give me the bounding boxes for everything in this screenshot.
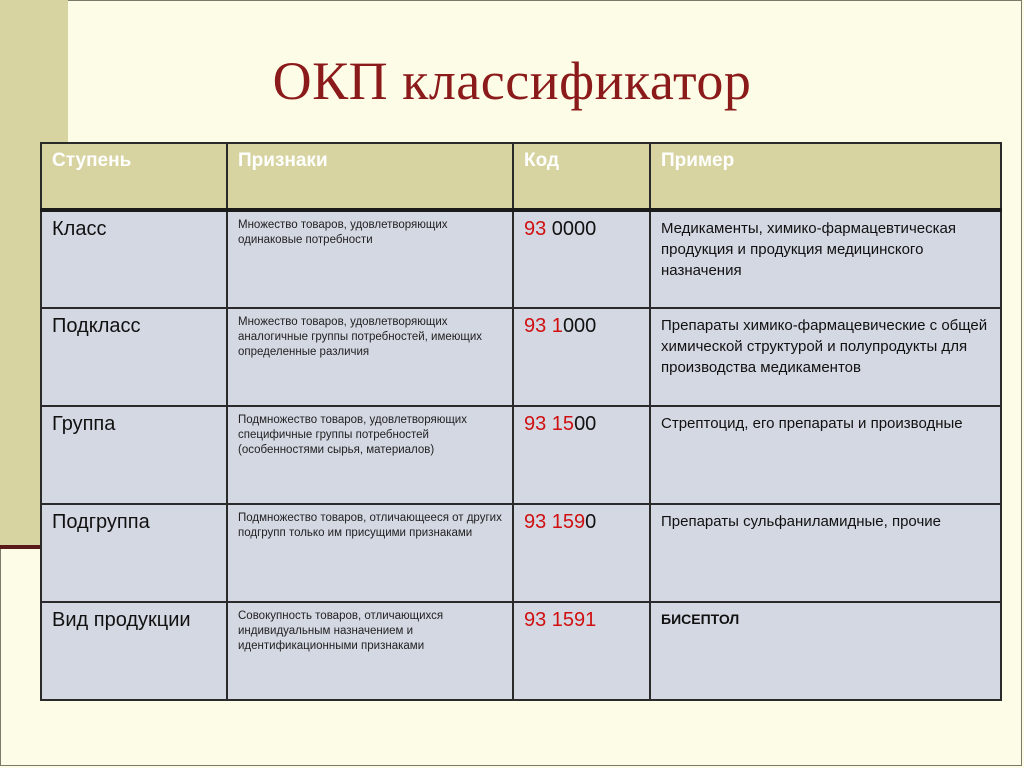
header-step: Ступень: [41, 143, 227, 210]
table-row: [41, 406, 1001, 504]
cell-example: Стрептоцид, его препараты и производные: [650, 406, 1001, 504]
cell-step: Подгруппа: [41, 504, 227, 602]
cell-code: [513, 308, 650, 406]
cell-code: [513, 602, 650, 700]
code-rest: 000: [562, 315, 597, 337]
code-highlight: 93 15: [524, 413, 575, 435]
code-rest: 00: [574, 413, 597, 435]
cell-features: Множество товаров, удовлетворяющих аналогичные группы потребностей, имеющих определенные различия: [227, 308, 513, 406]
code-highlight: 93 1: [524, 315, 563, 337]
cell-example: БИСЕПТОЛ: [650, 602, 1001, 700]
code-highlight: 93 1591: [524, 609, 597, 631]
table-row: [41, 308, 1001, 406]
table-header-row: [41, 143, 1001, 210]
cell-step: Вид продукции: [41, 602, 227, 700]
cell-example: Препараты сульфаниламидные, прочие: [650, 504, 1001, 602]
slide-title: ОКП классификатор: [272, 51, 752, 111]
table-row: [41, 602, 1001, 700]
cell-step: Группа: [41, 406, 227, 504]
cell-features: Множество товаров, удовлетворяющих одинаковые потребности: [227, 210, 513, 308]
cell-features: Подмножество товаров, отличающееся от других подгрупп только им присущими признаками: [227, 504, 513, 602]
code-rest: 0000: [546, 218, 597, 240]
header-features: Признаки: [227, 143, 513, 210]
cell-step: Класс: [41, 210, 227, 308]
header-example: Пример: [650, 143, 1001, 210]
cell-code: [513, 406, 650, 504]
cell-step: Подкласс: [41, 308, 227, 406]
cell-example: Медикаменты, химико-фармацевтическая продукция и продукция медицинского назначения: [650, 210, 1001, 308]
header-code: Код: [513, 143, 650, 210]
code-rest: 0: [585, 511, 597, 533]
cell-code: [513, 504, 650, 602]
okp-classification-table: [40, 142, 1002, 701]
cell-example: Препараты химико-фармацевические с общей химической структурой и полупродукты для производства медикаментов: [650, 308, 1001, 406]
code-highlight: 93 159: [524, 511, 586, 533]
cell-code: [513, 210, 650, 308]
cell-features: Подмножество товаров, удовлетворяющих специфичные группы потребностей (особенностями сырья, материалов): [227, 406, 513, 504]
table-row: [41, 210, 1001, 308]
table-row: [41, 504, 1001, 602]
cell-features: Совокупность товаров, отличающихся индивидуальным назначением и идентификационными признаками: [227, 602, 513, 700]
code-highlight: 93: [524, 218, 547, 240]
